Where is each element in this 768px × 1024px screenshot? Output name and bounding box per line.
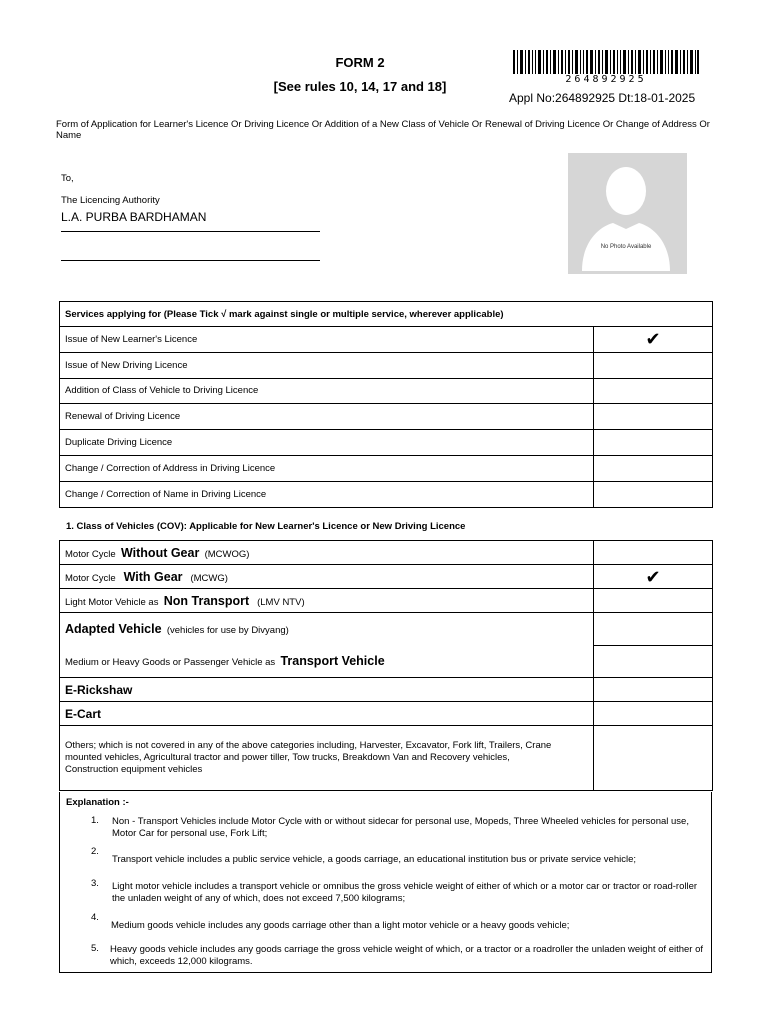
cov-row-others <box>60 726 713 791</box>
address-line-2 <box>61 260 320 261</box>
service-tick-cell[interactable] <box>594 455 713 481</box>
cov-row-mcwg <box>60 565 713 589</box>
cov-row-ecart <box>60 702 713 726</box>
cov-label: E-Cart <box>60 702 594 726</box>
address-line-1 <box>61 231 320 232</box>
cov-label: Motor Cycle Without Gear (MCWOG) <box>60 541 594 565</box>
cov-table <box>59 540 713 791</box>
cov-tick-cell[interactable] <box>594 646 713 678</box>
explanation-number: 2. <box>91 846 99 857</box>
checkmark-icon: ✔ <box>645 329 661 350</box>
service-tick-cell[interactable] <box>594 404 713 430</box>
form-purpose: Form of Application for Learner's Licence Or Driving Licence Or Addition of a New Class of Vehicle Or Renewal of Driving Licence Or Change of Address Or Name <box>56 119 710 141</box>
authority-label: The Licencing Authority <box>61 195 160 206</box>
cov-label: Light Motor Vehicle as Non Transport (LMV NTV) <box>60 589 594 613</box>
cov-tick-cell[interactable] <box>594 565 713 589</box>
explanation-text: Transport vehicle includes a public service vehicle, a goods carriage, an educational institution bus or private service vehicle; <box>112 854 637 865</box>
service-label: Addition of Class of Vehicle to Driving Licence <box>60 378 594 404</box>
service-row-new-driving-licence <box>60 352 713 378</box>
barcode-number: 264892925 <box>565 74 647 85</box>
services-header: Services applying for (Please Tick √ mark against single or multiple service, wherever applicable) <box>60 302 713 327</box>
cov-label: Medium or Heavy Goods or Passenger Vehicle as Transport Vehicle <box>60 646 594 678</box>
service-label: Change / Correction of Address in Driving Licence <box>60 455 594 481</box>
service-label: Issue of New Learner's Licence <box>60 327 594 353</box>
application-number: Appl No:264892925 Dt:18-01-2025 <box>509 91 696 105</box>
explanation-text: Medium goods vehicle includes any goods carriage other than a light motor vehicle or a heavy goods vehicle; <box>111 920 570 931</box>
cov-label: Others; which is not covered in any of the above categories including, Harvester, Excavator, Fork lift, Trailers, Crane mounted vehicles, Agricultural tractor and power tiller, Tow trucks, Breakdown Van and Recovery vehicles, Construction equipment vehicles <box>60 726 594 791</box>
explanation-number: 3. <box>91 878 99 889</box>
service-row-renewal <box>60 404 713 430</box>
service-row-addition-of-class <box>60 378 713 404</box>
cov-tick-cell[interactable] <box>594 589 713 613</box>
explanation-text: Non - Transport Vehicles include Motor Cycle with or without sidecar for personal use, Mopeds, Three Wheeled vehicles for personal use, Motor Car for personal use, Fork Lift; <box>112 816 689 839</box>
cov-tick-cell[interactable] <box>594 726 713 791</box>
service-tick-cell[interactable] <box>594 378 713 404</box>
cov-row-erickshaw <box>60 678 713 702</box>
explanation-title: Explanation :- <box>66 797 129 808</box>
cov-label: Motor Cycle With Gear (MCWG) <box>60 565 594 589</box>
explanation-number: 1. <box>91 815 99 826</box>
service-tick-cell[interactable] <box>594 352 713 378</box>
service-label: Change / Correction of Name in Driving Licence <box>60 481 594 507</box>
service-tick-cell[interactable] <box>594 327 713 353</box>
cov-tick-cell[interactable] <box>594 613 713 646</box>
no-photo-caption: No Photo Available <box>600 244 652 250</box>
form-rules: [See rules 10, 14, 17 and 18] <box>273 79 447 94</box>
cov-tick-cell[interactable] <box>594 678 713 702</box>
cov-row-lmv <box>60 589 713 613</box>
cov-heading: 1. Class of Vehicles (COV): Applicable for New Learner's Licence or New Driving Licence <box>66 521 466 532</box>
explanation-box <box>59 792 712 973</box>
service-label: Issue of New Driving Licence <box>60 352 594 378</box>
service-label: Duplicate Driving Licence <box>60 430 594 456</box>
explanation-text: Heavy goods vehicle includes any goods carriage the gross vehicle weight of which, or a tractor or a roadroller the unladen weight of either of which, exceeds 12,000 kilograms. <box>110 944 704 967</box>
service-row-change-address <box>60 455 713 481</box>
service-row-change-name <box>60 481 713 507</box>
services-table <box>59 301 713 508</box>
cov-label: E-Rickshaw <box>60 678 594 702</box>
service-row-new-learners-licence <box>60 327 713 353</box>
explanation-number: 4. <box>91 912 99 923</box>
cov-tick-cell[interactable] <box>594 702 713 726</box>
form-title: FORM 2 <box>335 55 385 70</box>
cov-tick-cell[interactable] <box>594 541 713 565</box>
cov-row-transport <box>60 646 713 678</box>
cov-row-mcwog <box>60 541 713 565</box>
person-silhouette-icon <box>568 153 687 274</box>
authority-name: L.A. PURBA BARDHAMAN <box>61 210 207 224</box>
service-label: Renewal of Driving Licence <box>60 404 594 430</box>
to-label: To, <box>61 173 74 184</box>
checkmark-icon: ✔ <box>645 566 661 587</box>
explanation-text: Light motor vehicle includes a transport vehicle or omnibus the gross vehicle weight of either of which or a motor car or tractor or road-roller the unladen weight of any of which, does not exceed 7,500 kilograms; <box>112 881 698 904</box>
service-tick-cell[interactable] <box>594 481 713 507</box>
service-row-duplicate <box>60 430 713 456</box>
barcode <box>513 50 699 74</box>
cov-label: Adapted Vehicle (vehicles for use by Divyang) <box>60 613 594 646</box>
applicant-photo <box>568 153 687 274</box>
explanation-number: 5. <box>91 943 99 954</box>
service-tick-cell[interactable] <box>594 430 713 456</box>
cov-row-adapted <box>60 613 713 646</box>
